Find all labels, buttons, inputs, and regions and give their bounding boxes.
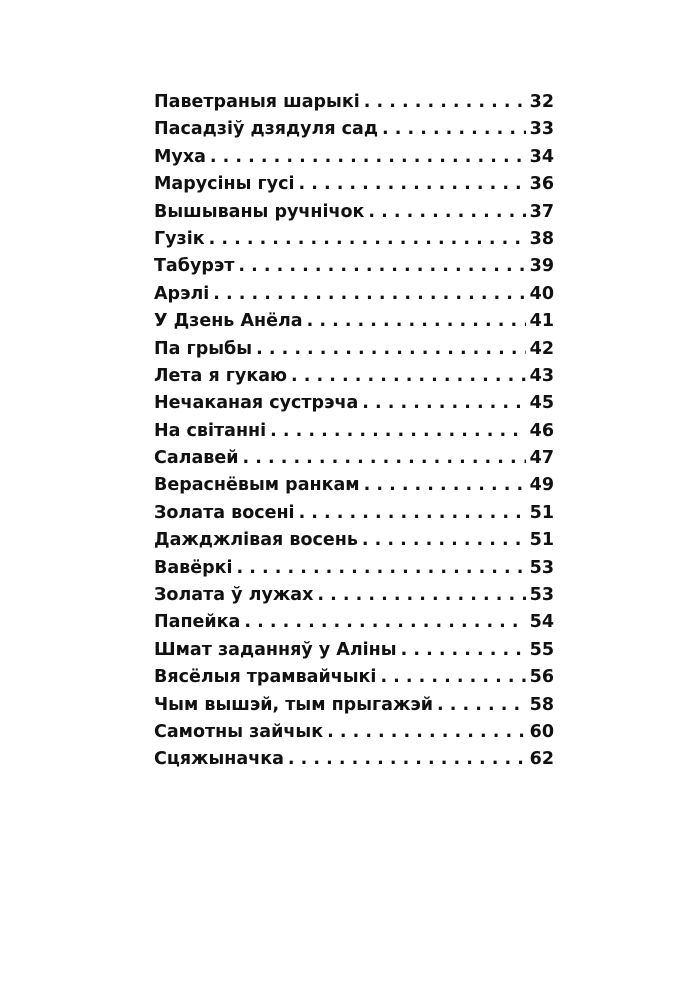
- toc-dot-leader: [327, 719, 526, 746]
- toc-entry-title: На світанні: [154, 420, 267, 441]
- toc-entry-page: 41: [529, 311, 554, 332]
- toc-dot-leader: [364, 89, 526, 116]
- toc-entry-page: 42: [529, 338, 554, 359]
- toc-entry: [154, 253, 554, 280]
- toc-entry-page: 51: [529, 530, 554, 551]
- toc-entry-title: Табурэт: [154, 256, 235, 277]
- toc-dot-leader: [291, 363, 526, 390]
- toc-entry-page: 58: [529, 694, 554, 715]
- toc-dot-leader: [237, 555, 526, 582]
- toc-entry-page: 55: [529, 639, 554, 660]
- toc-entry: [154, 336, 554, 363]
- toc-dot-leader: [307, 308, 526, 335]
- toc-dot-leader: [401, 637, 526, 664]
- toc-entry-title: Марусіны гусі: [154, 174, 295, 195]
- toc-entry-page: 60: [529, 721, 554, 742]
- toc-entry: [154, 472, 554, 499]
- toc-dot-leader: [242, 445, 525, 472]
- toc-entry-title: Шмат заданняў у Аліны: [154, 639, 397, 660]
- toc-entry: [154, 637, 554, 664]
- toc-dot-leader: [209, 226, 526, 253]
- toc-entry-title: Салавей: [154, 448, 239, 469]
- toc-entry-page: 33: [529, 119, 554, 140]
- toc-dot-leader: [213, 281, 525, 308]
- toc-entry-page: 56: [529, 667, 554, 688]
- toc-entry: [154, 719, 554, 746]
- toc-entry: [154, 445, 554, 472]
- toc-entry: [154, 363, 554, 390]
- toc-entry: [154, 116, 554, 143]
- toc-entry-page: 36: [529, 174, 554, 195]
- toc-dot-leader: [368, 199, 525, 226]
- toc-dot-leader: [437, 692, 526, 719]
- toc-entry: [154, 199, 554, 226]
- toc-entry-page: 49: [529, 475, 554, 496]
- toc-entry: [154, 308, 554, 335]
- table-of-contents: [154, 89, 554, 774]
- toc-entry: [154, 281, 554, 308]
- toc-dot-leader: [364, 472, 526, 499]
- toc-entry: [154, 664, 554, 691]
- toc-dot-leader: [256, 336, 526, 363]
- toc-entry-page: 32: [529, 92, 554, 112]
- toc-dot-leader: [299, 500, 526, 527]
- toc-entry: [154, 582, 554, 609]
- toc-dot-leader: [317, 582, 525, 609]
- toc-entry: [154, 390, 554, 417]
- toc-entry-title: У Дзень Анёла: [154, 311, 303, 332]
- toc-entry-page: 40: [529, 283, 554, 304]
- toc-entry-title: Гузік: [154, 228, 205, 249]
- toc-entry: [154, 527, 554, 554]
- toc-dot-leader: [362, 527, 526, 554]
- toc-dot-leader: [298, 171, 525, 198]
- toc-entry: [154, 555, 554, 582]
- toc-entry-title: Па грыбы: [154, 338, 253, 359]
- toc-entry: [154, 609, 554, 636]
- toc-dot-leader: [380, 664, 525, 691]
- toc-dot-leader: [244, 609, 525, 636]
- toc-entry-title: Муха: [154, 146, 206, 167]
- toc-entry-title: Вераснёвым ранкам: [154, 475, 360, 496]
- toc-entry: [154, 226, 554, 253]
- toc-entry-title: Вавёркі: [154, 557, 233, 578]
- toc-dot-leader: [238, 253, 525, 280]
- toc-entry-title: Вясёлыя трамвайчыкі: [154, 667, 377, 688]
- toc-dot-leader: [270, 418, 526, 445]
- toc-entry: [154, 692, 554, 719]
- toc-dot-leader: [288, 746, 526, 773]
- toc-dot-leader: [210, 144, 526, 171]
- toc-entry-title: Пасадзіў дзядуля сад: [154, 119, 378, 140]
- toc-entry-title: Арэлі: [154, 283, 210, 304]
- toc-entry-page: 46: [529, 420, 554, 441]
- toc-entry-page: 38: [529, 228, 554, 249]
- toc-entry-title: Золата восені: [154, 502, 295, 523]
- toc-entry-page: 54: [529, 612, 554, 633]
- toc-entry-page: 34: [529, 146, 554, 167]
- toc-dot-leader: [362, 390, 525, 417]
- toc-entry-title: Паветраныя шарыкі: [154, 92, 360, 112]
- toc-entry-title: Чым вышэй, тым прыгажэй: [154, 694, 434, 715]
- toc-entry-title: Папейка: [154, 612, 241, 633]
- toc-entry-title: Дажджлівая восень: [154, 530, 358, 551]
- toc-entry-title: Вышываны ручнічок: [154, 201, 365, 222]
- toc-entry-page: 43: [529, 365, 554, 386]
- toc-entry-page: 62: [529, 749, 554, 770]
- toc-entry-page: 53: [529, 585, 554, 606]
- toc-dot-leader: [382, 116, 526, 143]
- toc-entry-page: 45: [529, 393, 554, 414]
- toc-entry-title: Лета я гукаю: [154, 365, 288, 386]
- toc-entry: [154, 500, 554, 527]
- toc-entry: [154, 89, 554, 116]
- toc-entry-page: 39: [529, 256, 554, 277]
- toc-entry: [154, 418, 554, 445]
- toc-entry-page: 51: [529, 502, 554, 523]
- toc-entry-page: 47: [529, 448, 554, 469]
- toc-entry-page: 53: [529, 557, 554, 578]
- toc-entry-title: Золата ў лужах: [154, 585, 314, 606]
- toc-entry-title: Самотны зайчык: [154, 721, 324, 742]
- toc-entry: [154, 144, 554, 171]
- toc-entry: [154, 746, 554, 773]
- toc-entry-title: Сцяжыначка: [154, 749, 284, 770]
- toc-entry-title: Нечаканая сустрэча: [154, 393, 359, 414]
- toc-entry: [154, 171, 554, 198]
- toc-entry-page: 37: [529, 201, 554, 222]
